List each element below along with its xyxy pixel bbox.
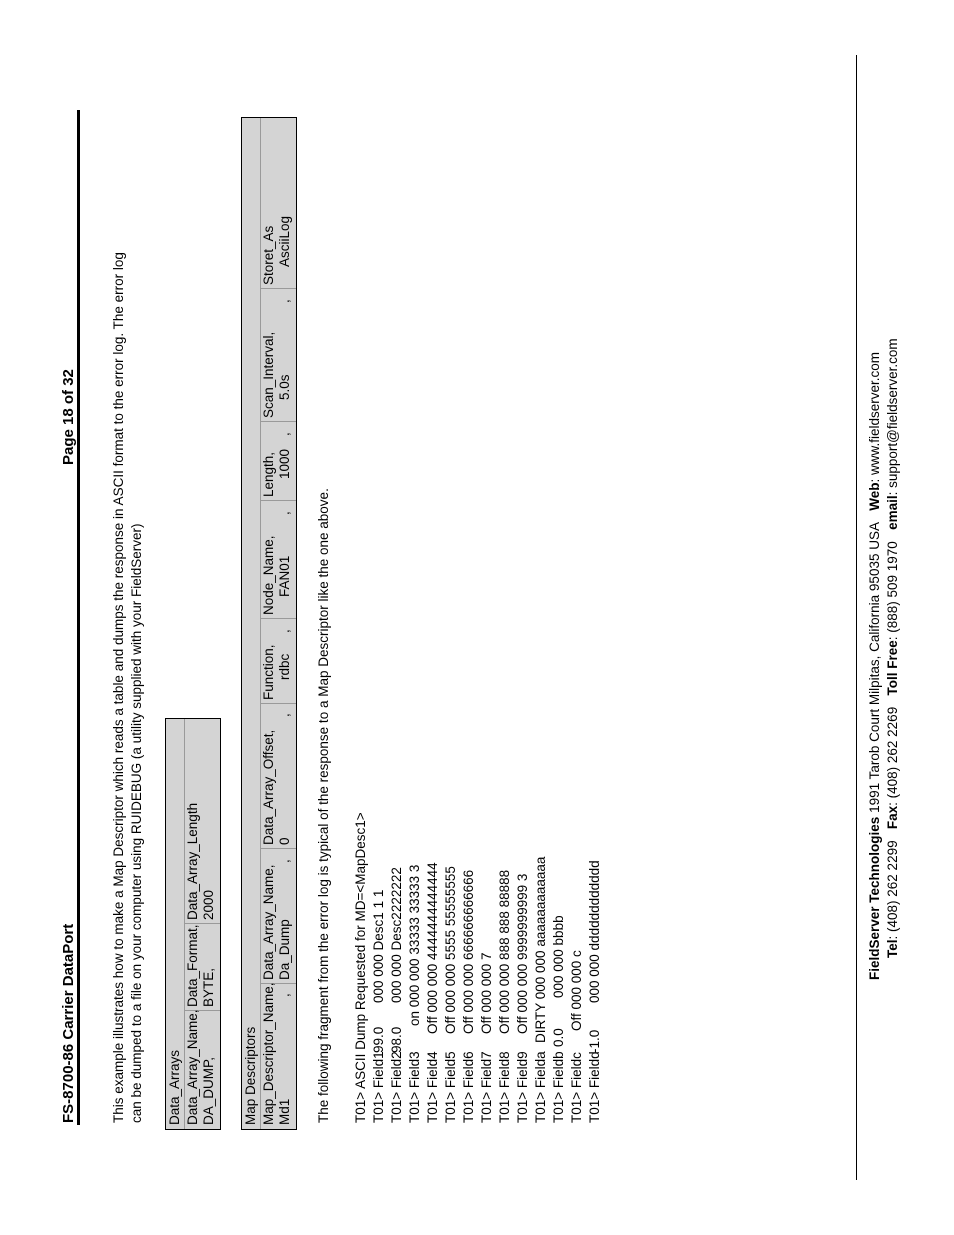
page-number: Page 18 of 32	[60, 369, 77, 465]
log-value: 0.0	[551, 1028, 566, 1047]
tel-label: Tel	[885, 939, 900, 958]
log-text: 000 000 bbbb	[551, 915, 566, 998]
log-prefix: T01> Field5	[443, 1051, 458, 1123]
email-label: email	[885, 495, 900, 530]
footer-line-2	[884, 338, 902, 980]
map-descriptors-table	[241, 117, 297, 1130]
log-text: DIRTY 000 000 aaaaaaaaaaaa	[533, 856, 548, 1043]
header-data-array-length: Data_Array_Length	[185, 802, 200, 920]
log-text: Off 000 000 7	[479, 952, 494, 1034]
log-prefix: T01> Field3	[407, 1051, 422, 1123]
log-text: 000 000 dddddddddddd	[587, 860, 602, 1003]
log-prefix: T01> Field9	[515, 1051, 530, 1123]
log-prefix: T01> Field7	[479, 1051, 494, 1123]
comma: ,	[277, 713, 292, 717]
comma: ,	[277, 299, 292, 303]
header-data-array-name: Data_Array_Name,	[261, 864, 276, 980]
comma: ,	[277, 859, 292, 863]
web-url: : www.fieldserver.com	[867, 351, 882, 483]
col-divider	[260, 500, 296, 501]
value-data-array-name: DA_DUMP,	[201, 1056, 216, 1125]
company-address: 1991 Tarob Court Milpitas, California 95035 USA	[867, 522, 882, 817]
log-prefix: T01> Field8	[497, 1051, 512, 1123]
log-prefix: T01> Fieldb	[551, 1051, 566, 1123]
header-length: Length,	[261, 451, 276, 497]
tollfree-number: : (888) 509 1970	[885, 541, 900, 641]
header-function: Function,	[261, 644, 276, 700]
value-scan-interval: 5.0s	[277, 374, 292, 400]
tollfree-label: Toll Free	[885, 640, 900, 696]
log-text: Off 000 000 9999999999 3	[515, 873, 530, 1034]
log-text: Off 000 000 888 888 88888	[497, 869, 512, 1034]
log-text: Off 000 000 c	[569, 950, 584, 1031]
log-prefix: T01> Field1	[371, 1051, 386, 1123]
log-text: on 000 000 33333 33333 3	[407, 864, 422, 1026]
map-descriptors-title: Map Descriptors	[243, 1026, 258, 1125]
comma: ,	[277, 629, 292, 633]
col-divider	[260, 618, 296, 619]
intro-line-1: This example illustrates how to make a Map Descriptor which reads a table and dumps the response in ASCII format to the error log. The error log	[111, 252, 126, 1123]
data-arrays-table	[165, 718, 221, 1130]
header-store-as: Storet_As	[261, 225, 276, 285]
header-node-name: Node_Name,	[261, 535, 276, 615]
comma: ,	[277, 993, 292, 997]
value-data-array-offset: 0	[277, 837, 292, 845]
fax-number: : (408) 262 2269	[885, 706, 900, 806]
log-prefix: T01> Fielda	[533, 1051, 548, 1123]
col-divider	[260, 848, 296, 849]
comma: ,	[277, 432, 292, 436]
footer-contact	[866, 338, 902, 980]
log-prefix: T01> Field2	[389, 1051, 404, 1123]
tel-number: : (408) 262 2299	[885, 840, 900, 940]
document-title: FS-8700-86 Carrier DataPort	[60, 923, 77, 1123]
intro-paragraph	[110, 103, 146, 1123]
col-divider	[260, 421, 296, 422]
comma: ,	[277, 511, 292, 515]
log-prefix: T01> Fieldd	[587, 1051, 602, 1123]
log-value: -1.0	[587, 1029, 602, 1053]
log-text: 000 000 Desc2222222	[389, 867, 404, 1003]
header-data-array-offset: Data_Array_Offset,	[261, 729, 276, 845]
intro-line-2: can be dumped to a file on your computer using RUIDEBUG (a utility supplied with your FieldServer)	[129, 523, 144, 1123]
header-data-array-name: Data_Array_Name,	[185, 1009, 200, 1125]
col-divider	[260, 703, 296, 704]
web-label: Web	[867, 482, 882, 511]
log-prefix: T01> Fieldc	[569, 1052, 584, 1123]
log-text: 000 000 Desc1 1 1	[371, 889, 386, 1003]
email-address: : support@fieldserver.com	[885, 338, 900, 496]
value-data-array-name: Da_Dump	[277, 919, 292, 980]
log-prefix: T01> Field6	[461, 1051, 476, 1123]
value-node-name: FAN01	[277, 555, 292, 597]
log-text: Off 000 000 5555 55555555	[443, 866, 458, 1034]
log-prefix: T01> ASCII Dump Requested for MD=<MapDesc1>	[353, 812, 368, 1123]
value-map-descriptor-name: Md1	[277, 1098, 292, 1125]
data-arrays-title: Data_Arrays	[167, 1049, 182, 1125]
fragment-note: The following fragment from the error log is typical of the response to a Map Descriptor like the one above.	[316, 488, 331, 1123]
footer-divider	[856, 55, 857, 1180]
header-scan-interval: Scan_Interval,	[261, 331, 276, 418]
log-text: Off 000 000 4444444444444	[425, 862, 440, 1034]
value-data-array-length: 2000	[201, 889, 216, 920]
log-text: Off 000 000 666666666666	[461, 869, 476, 1034]
log-value: 98.0	[389, 1026, 404, 1053]
fax-label: Fax	[885, 805, 900, 830]
company-name: FieldServer Technologies	[867, 816, 882, 980]
value-length: 1000	[277, 448, 292, 479]
value-data-format: BYTE,	[201, 967, 216, 1007]
value-function: rdbc	[277, 653, 292, 680]
log-value: 99.0	[371, 1026, 386, 1053]
header-divider	[77, 110, 80, 1125]
header-data-format: Data_Format,	[185, 924, 200, 1007]
log-prefix: T01> Field4	[425, 1051, 440, 1123]
col-divider	[260, 288, 296, 289]
header-map-descriptor-name: Map_Descriptor_Name,	[261, 982, 276, 1125]
value-store-as: AsciiLog	[277, 215, 292, 267]
footer-line-1	[866, 338, 884, 980]
